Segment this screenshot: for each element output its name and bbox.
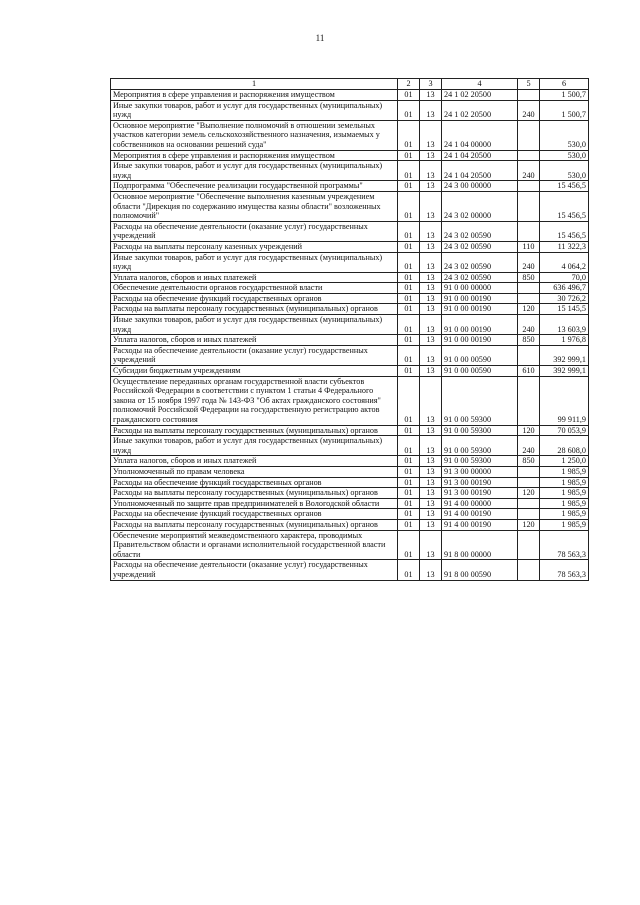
row-amount-cell: 1 985,9 <box>540 477 589 488</box>
row-amount-cell: 530,0 <box>540 150 589 161</box>
row-section-cell: 01 <box>398 191 420 221</box>
row-expense-type-cell <box>518 181 540 192</box>
row-target-article-cell: 91 0 00 59300 <box>442 456 518 467</box>
row-subsection-cell: 13 <box>420 191 442 221</box>
row-expense-type-cell: 120 <box>518 425 540 436</box>
row-section-cell: 01 <box>398 120 420 150</box>
row-target-article-cell: 91 0 00 59300 <box>442 436 518 456</box>
table-row <box>111 466 589 477</box>
table-row <box>111 519 589 530</box>
header-cell: 6 <box>540 79 589 90</box>
row-subsection-cell: 13 <box>420 304 442 315</box>
row-expense-type-cell <box>518 221 540 241</box>
row-section-cell: 01 <box>398 283 420 294</box>
row-amount-cell: 530,0 <box>540 161 589 181</box>
row-name-cell: Обеспечение деятельности органов государственной власти <box>111 283 398 294</box>
row-expense-type-cell <box>518 293 540 304</box>
row-section-cell: 01 <box>398 221 420 241</box>
row-section-cell: 01 <box>398 488 420 499</box>
row-name-cell: Иные закупки товаров, работ и услуг для государственных (муниципальных) нужд <box>111 161 398 181</box>
row-amount-cell: 78 563,3 <box>540 530 589 560</box>
header-cell: 5 <box>518 79 540 90</box>
table-row <box>111 509 589 520</box>
row-section-cell: 01 <box>398 304 420 315</box>
row-section-cell: 01 <box>398 335 420 346</box>
table-row <box>111 100 589 120</box>
row-target-article-cell: 91 3 00 00000 <box>442 466 518 477</box>
row-section-cell: 01 <box>398 376 420 425</box>
row-section-cell: 01 <box>398 241 420 252</box>
row-amount-cell: 1 985,9 <box>540 509 589 520</box>
row-subsection-cell: 13 <box>420 376 442 425</box>
row-subsection-cell: 13 <box>420 477 442 488</box>
row-section-cell: 01 <box>398 293 420 304</box>
row-amount-cell: 4 064,2 <box>540 252 589 272</box>
table-header-row <box>111 79 589 90</box>
row-subsection-cell: 13 <box>420 466 442 477</box>
row-name-cell: Расходы на выплаты персоналу государственных (муниципальных) органов <box>111 425 398 436</box>
table-row <box>111 161 589 181</box>
row-amount-cell: 1 985,9 <box>540 498 589 509</box>
row-name-cell: Мероприятия в сфере управления и распоряжения имуществом <box>111 90 398 101</box>
row-section-cell: 01 <box>398 519 420 530</box>
row-name-cell: Подпрограмма "Обеспечение реализации государственной программы" <box>111 181 398 192</box>
row-subsection-cell: 13 <box>420 283 442 294</box>
row-target-article-cell: 91 0 00 00590 <box>442 345 518 365</box>
row-name-cell: Расходы на выплаты персоналу казенных учреждений <box>111 241 398 252</box>
row-section-cell: 01 <box>398 436 420 456</box>
row-subsection-cell: 13 <box>420 252 442 272</box>
row-name-cell: Расходы на обеспечение функций государственных органов <box>111 509 398 520</box>
row-name-cell: Иные закупки товаров, работ и услуг для государственных (муниципальных) нужд <box>111 100 398 120</box>
row-subsection-cell: 13 <box>420 425 442 436</box>
row-section-cell: 01 <box>398 425 420 436</box>
row-target-article-cell: 24 3 02 00590 <box>442 272 518 283</box>
row-subsection-cell: 13 <box>420 221 442 241</box>
row-name-cell: Расходы на выплаты персоналу государственных (муниципальных) органов <box>111 488 398 499</box>
table-row <box>111 376 589 425</box>
row-section-cell: 01 <box>398 560 420 580</box>
budget-table <box>110 78 589 581</box>
row-section-cell: 01 <box>398 366 420 377</box>
row-expense-type-cell: 240 <box>518 161 540 181</box>
row-target-article-cell: 24 3 02 00590 <box>442 241 518 252</box>
table-row <box>111 477 589 488</box>
row-name-cell: Иные закупки товаров, работ и услуг для государственных (муниципальных) нужд <box>111 315 398 335</box>
row-expense-type-cell: 120 <box>518 519 540 530</box>
row-section-cell: 01 <box>398 345 420 365</box>
row-subsection-cell: 13 <box>420 181 442 192</box>
table-row <box>111 456 589 467</box>
row-target-article-cell: 91 8 00 00590 <box>442 560 518 580</box>
row-expense-type-cell <box>518 150 540 161</box>
table-row <box>111 90 589 101</box>
row-section-cell: 01 <box>398 100 420 120</box>
row-amount-cell: 15 145,5 <box>540 304 589 315</box>
row-section-cell: 01 <box>398 466 420 477</box>
row-target-article-cell: 91 0 00 00190 <box>442 293 518 304</box>
row-amount-cell: 70,0 <box>540 272 589 283</box>
table-row <box>111 345 589 365</box>
row-subsection-cell: 13 <box>420 519 442 530</box>
row-amount-cell: 1 976,8 <box>540 335 589 346</box>
row-expense-type-cell <box>518 509 540 520</box>
row-target-article-cell: 91 0 00 00590 <box>442 366 518 377</box>
table-row <box>111 315 589 335</box>
row-name-cell: Уплата налогов, сборов и иных платежей <box>111 335 398 346</box>
row-name-cell: Основное мероприятие "Обеспечение выполнения казенным учреждением области "Дирекция по содержанию имущества казны области" возложенных полномочий" <box>111 191 398 221</box>
row-name-cell: Мероприятия в сфере управления и распоряжения имуществом <box>111 150 398 161</box>
row-expense-type-cell <box>518 498 540 509</box>
row-expense-type-cell: 240 <box>518 436 540 456</box>
row-expense-type-cell: 850 <box>518 335 540 346</box>
row-subsection-cell: 13 <box>420 456 442 467</box>
row-amount-cell: 30 726,2 <box>540 293 589 304</box>
row-amount-cell: 70 053,9 <box>540 425 589 436</box>
row-target-article-cell: 24 3 02 00000 <box>442 191 518 221</box>
table-row <box>111 150 589 161</box>
header-cell: 4 <box>442 79 518 90</box>
row-section-cell: 01 <box>398 181 420 192</box>
table-row <box>111 436 589 456</box>
row-subsection-cell: 13 <box>420 345 442 365</box>
row-expense-type-cell <box>518 191 540 221</box>
row-name-cell: Уплата налогов, сборов и иных платежей <box>111 272 398 283</box>
row-name-cell: Основное мероприятие "Выполнение полномочий в отношении земельных участков категории земель сельскохозяйственного назначения, изымаемых у собственников на основании решений суда" <box>111 120 398 150</box>
row-target-article-cell: 91 4 00 00190 <box>442 509 518 520</box>
row-target-article-cell: 24 1 04 20500 <box>442 150 518 161</box>
row-expense-type-cell <box>518 530 540 560</box>
table-row <box>111 181 589 192</box>
table-row <box>111 191 589 221</box>
table-row <box>111 272 589 283</box>
row-subsection-cell: 13 <box>420 488 442 499</box>
row-name-cell: Расходы на обеспечение деятельности (оказание услуг) государственных учреждений <box>111 345 398 365</box>
row-name-cell: Расходы на обеспечение деятельности (оказание услуг) государственных учреждений <box>111 560 398 580</box>
row-amount-cell: 78 563,3 <box>540 560 589 580</box>
row-target-article-cell: 91 0 00 00190 <box>442 304 518 315</box>
row-name-cell: Уплата налогов, сборов и иных платежей <box>111 456 398 467</box>
row-target-article-cell: 91 0 00 59300 <box>442 425 518 436</box>
row-section-cell: 01 <box>398 150 420 161</box>
row-subsection-cell: 13 <box>420 315 442 335</box>
row-expense-type-cell <box>518 376 540 425</box>
row-expense-type-cell <box>518 466 540 477</box>
row-target-article-cell: 91 8 00 00000 <box>442 530 518 560</box>
row-target-article-cell: 91 3 00 00190 <box>442 488 518 499</box>
row-target-article-cell: 91 0 00 00190 <box>442 335 518 346</box>
row-target-article-cell: 91 0 00 59300 <box>442 376 518 425</box>
row-subsection-cell: 13 <box>420 161 442 181</box>
row-target-article-cell: 24 1 04 20500 <box>442 161 518 181</box>
row-expense-type-cell <box>518 345 540 365</box>
row-name-cell: Расходы на обеспечение функций государственных органов <box>111 293 398 304</box>
row-amount-cell: 1 500,7 <box>540 90 589 101</box>
table-row <box>111 530 589 560</box>
row-expense-type-cell <box>518 283 540 294</box>
row-amount-cell: 15 456,5 <box>540 181 589 192</box>
row-section-cell: 01 <box>398 272 420 283</box>
row-section-cell: 01 <box>398 252 420 272</box>
row-section-cell: 01 <box>398 477 420 488</box>
row-section-cell: 01 <box>398 161 420 181</box>
row-amount-cell: 28 608,0 <box>540 436 589 456</box>
row-name-cell: Иные закупки товаров, работ и услуг для государственных (муниципальных) нужд <box>111 252 398 272</box>
row-expense-type-cell <box>518 120 540 150</box>
row-target-article-cell: 91 0 00 00190 <box>442 315 518 335</box>
row-subsection-cell: 13 <box>420 509 442 520</box>
row-target-article-cell: 24 3 00 00000 <box>442 181 518 192</box>
row-amount-cell: 1 500,7 <box>540 100 589 120</box>
table-row <box>111 498 589 509</box>
row-subsection-cell: 13 <box>420 366 442 377</box>
header-cell: 1 <box>111 79 398 90</box>
row-expense-type-cell <box>518 477 540 488</box>
row-name-cell: Иные закупки товаров, работ и услуг для государственных (муниципальных) нужд <box>111 436 398 456</box>
row-amount-cell: 392 999,1 <box>540 366 589 377</box>
row-subsection-cell: 13 <box>420 100 442 120</box>
row-name-cell: Расходы на выплаты персоналу государственных (муниципальных) органов <box>111 519 398 530</box>
row-target-article-cell: 91 3 00 00190 <box>442 477 518 488</box>
page-number: 11 <box>315 33 325 43</box>
table-row <box>111 221 589 241</box>
row-amount-cell: 99 911,9 <box>540 376 589 425</box>
row-section-cell: 01 <box>398 498 420 509</box>
table-row <box>111 425 589 436</box>
row-section-cell: 01 <box>398 456 420 467</box>
row-name-cell: Уполномоченный по правам человека <box>111 466 398 477</box>
row-subsection-cell: 13 <box>420 530 442 560</box>
row-amount-cell: 15 456,5 <box>540 191 589 221</box>
row-amount-cell: 13 603,9 <box>540 315 589 335</box>
row-expense-type-cell: 850 <box>518 456 540 467</box>
table-row <box>111 560 589 580</box>
row-amount-cell: 1 985,9 <box>540 488 589 499</box>
row-target-article-cell: 91 0 00 00000 <box>442 283 518 294</box>
row-name-cell: Расходы на обеспечение функций государственных органов <box>111 477 398 488</box>
row-expense-type-cell: 120 <box>518 488 540 499</box>
table-row <box>111 241 589 252</box>
row-section-cell: 01 <box>398 509 420 520</box>
row-expense-type-cell: 120 <box>518 304 540 315</box>
table-row <box>111 488 589 499</box>
row-amount-cell: 15 456,5 <box>540 221 589 241</box>
row-amount-cell: 11 322,3 <box>540 241 589 252</box>
row-expense-type-cell <box>518 90 540 101</box>
row-expense-type-cell <box>518 560 540 580</box>
row-target-article-cell: 24 3 02 00590 <box>442 221 518 241</box>
row-expense-type-cell: 850 <box>518 272 540 283</box>
row-subsection-cell: 13 <box>420 498 442 509</box>
row-expense-type-cell: 240 <box>518 100 540 120</box>
table-row <box>111 366 589 377</box>
table-row <box>111 293 589 304</box>
table-row <box>111 120 589 150</box>
row-amount-cell: 1 985,9 <box>540 519 589 530</box>
row-target-article-cell: 24 3 02 00590 <box>442 252 518 272</box>
row-section-cell: 01 <box>398 530 420 560</box>
row-subsection-cell: 13 <box>420 272 442 283</box>
row-subsection-cell: 13 <box>420 150 442 161</box>
table-row <box>111 283 589 294</box>
table-row <box>111 252 589 272</box>
row-section-cell: 01 <box>398 315 420 335</box>
table-row <box>111 335 589 346</box>
row-amount-cell: 392 999,1 <box>540 345 589 365</box>
row-subsection-cell: 13 <box>420 293 442 304</box>
row-expense-type-cell: 110 <box>518 241 540 252</box>
row-name-cell: Осуществление переданных органам государственной власти субъектов Российской Федерации в соответствии с пунктом 1 статьи 4 Федерального закона от 15 ноября 1997 года № 143-ФЗ "Об актах гражданского состояния" полномочий Российской Федерации на государственную регистрацию актов гражданского состояния <box>111 376 398 425</box>
row-target-article-cell: 24 1 02 20500 <box>442 100 518 120</box>
row-subsection-cell: 13 <box>420 241 442 252</box>
row-subsection-cell: 13 <box>420 335 442 346</box>
row-expense-type-cell: 610 <box>518 366 540 377</box>
header-cell: 2 <box>398 79 420 90</box>
row-section-cell: 01 <box>398 90 420 101</box>
row-subsection-cell: 13 <box>420 90 442 101</box>
row-amount-cell: 636 496,7 <box>540 283 589 294</box>
row-name-cell: Расходы на выплаты персоналу государственных (муниципальных) органов <box>111 304 398 315</box>
row-subsection-cell: 13 <box>420 436 442 456</box>
row-name-cell: Обеспечение мероприятий межведомственного характера, проводимых Правительством области и органами исполнительной государственной власти области <box>111 530 398 560</box>
row-amount-cell: 1 250,0 <box>540 456 589 467</box>
row-target-article-cell: 91 4 00 00190 <box>442 519 518 530</box>
row-name-cell: Расходы на обеспечение деятельности (оказание услуг) государственных учреждений <box>111 221 398 241</box>
row-expense-type-cell: 240 <box>518 252 540 272</box>
row-target-article-cell: 91 4 00 00000 <box>442 498 518 509</box>
row-target-article-cell: 24 1 02 20500 <box>442 90 518 101</box>
row-expense-type-cell: 240 <box>518 315 540 335</box>
row-name-cell: Уполномоченный по защите прав предпринимателей в Вологодской области <box>111 498 398 509</box>
header-cell: 3 <box>420 79 442 90</box>
row-subsection-cell: 13 <box>420 120 442 150</box>
row-subsection-cell: 13 <box>420 560 442 580</box>
table-row <box>111 304 589 315</box>
row-target-article-cell: 24 1 04 00000 <box>442 120 518 150</box>
row-name-cell: Субсидии бюджетным учреждениям <box>111 366 398 377</box>
row-amount-cell: 1 985,9 <box>540 466 589 477</box>
row-amount-cell: 530,0 <box>540 120 589 150</box>
